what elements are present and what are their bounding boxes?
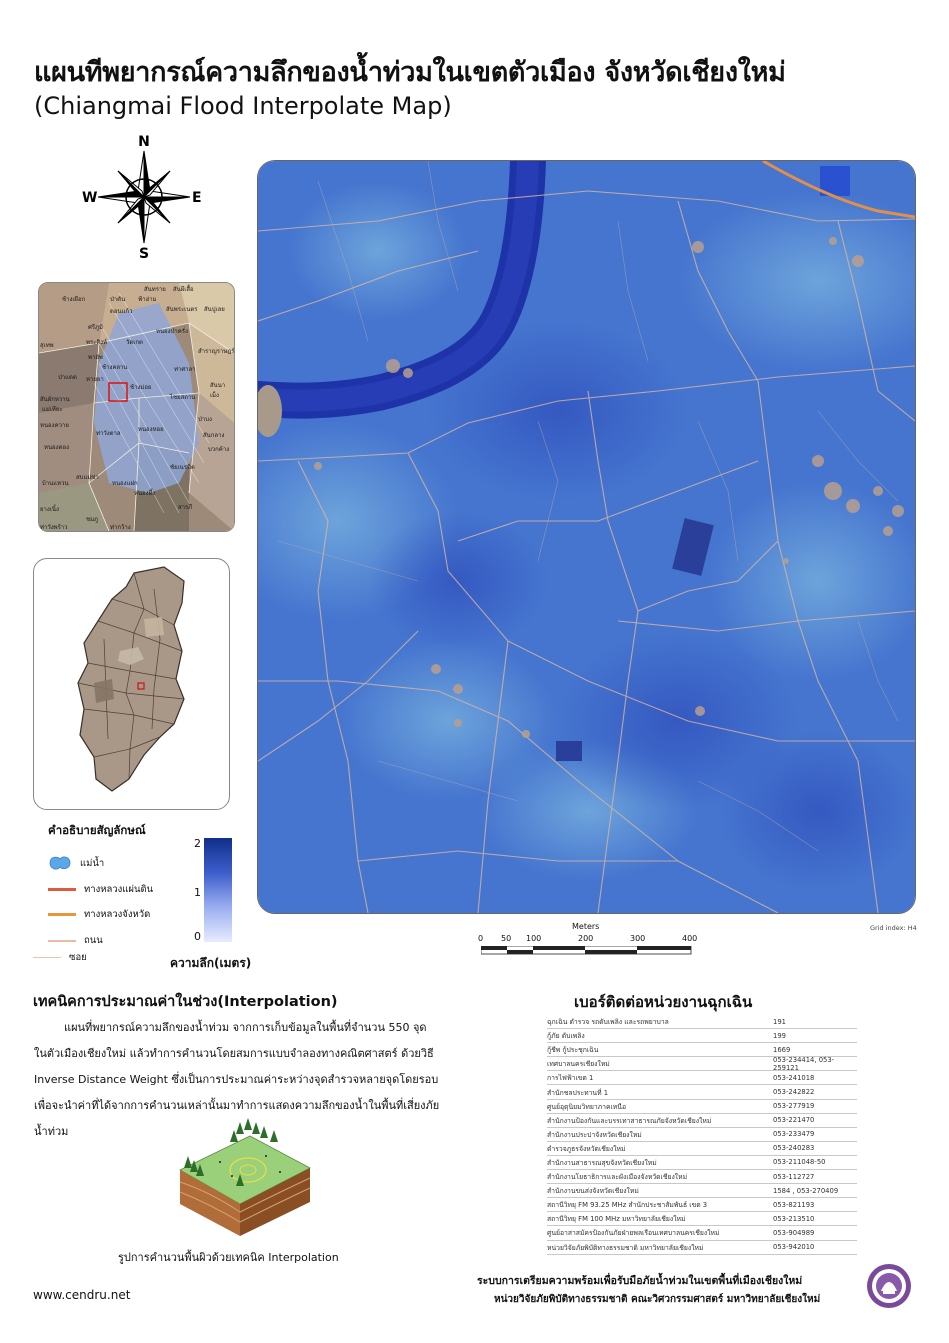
contact-name: ฉุกเฉิน ตำรวจ รถดับเพลิง และรถพยาบาล bbox=[547, 1018, 669, 1027]
legend-road-label: ถนน bbox=[84, 935, 103, 946]
contact-name: สำนักงานขนส่งจังหวัดเชียงใหม่ bbox=[547, 1187, 639, 1196]
depth-color-ramp bbox=[204, 838, 232, 942]
contact-phone[interactable]: 053-242822 bbox=[773, 1088, 815, 1097]
contact-row bbox=[547, 1114, 857, 1128]
district-label: หนองแฝก bbox=[112, 480, 138, 487]
contact-name: ตำรวจภูธรจังหวัดเชียงใหม่ bbox=[547, 1144, 626, 1153]
district-label: พระสิงห์ bbox=[86, 339, 107, 346]
district-label: หนองตอง bbox=[44, 444, 70, 451]
district-label: ป่าแดด bbox=[58, 374, 77, 381]
contact-row bbox=[547, 1170, 857, 1184]
district-label: ยางเนิ้ง bbox=[40, 506, 59, 513]
terrain-illustration bbox=[170, 1112, 320, 1242]
contact-phone[interactable]: 053-233479 bbox=[773, 1130, 815, 1139]
contact-name: กู้ชีพ กู้ประชุกเฉิน bbox=[547, 1046, 599, 1055]
district-label: ดอนแก้ว bbox=[110, 308, 133, 315]
contact-name: สำนักงานป้องกันและบรรเทาสาธารณภัยจังหวัดเชียงใหม่ bbox=[547, 1116, 712, 1125]
legend-item-alley bbox=[33, 950, 87, 965]
contact-row bbox=[547, 1071, 857, 1085]
depth-max-label: 2 bbox=[194, 837, 201, 850]
alley-line-swatch bbox=[33, 957, 61, 958]
contact-name: เทศบาลนครเชียงใหม่ bbox=[547, 1060, 610, 1069]
contact-phone[interactable]: 053-241018 bbox=[773, 1073, 815, 1082]
district-label: ท่าวังพร้าว bbox=[40, 524, 68, 531]
contact-phone[interactable]: 053-112727 bbox=[773, 1172, 815, 1181]
contact-row bbox=[547, 1057, 857, 1071]
legend-alley-label: ซอย bbox=[69, 952, 87, 963]
contact-phone[interactable]: 1584 , 053-270409 bbox=[773, 1186, 839, 1195]
district-label: สันปูเลย bbox=[204, 306, 225, 313]
contact-row bbox=[547, 1142, 857, 1156]
district-label: สันผีเสื้อ bbox=[173, 286, 194, 293]
district-label: วัดเกต bbox=[126, 339, 143, 346]
district-label: ท่าศาลา bbox=[174, 366, 196, 373]
legend-item-river bbox=[48, 854, 104, 872]
contact-row bbox=[547, 1184, 857, 1198]
compass-rose-icon bbox=[78, 132, 210, 260]
map-title-thai: แผนทีพยากรณ์ความลึกของน้ำท่วมในเขตตัวเมือง จังหวัดเชียงใหม่ bbox=[34, 57, 786, 88]
contact-phone[interactable]: 053-221470 bbox=[773, 1116, 815, 1125]
legend-title: คำอธิบายสัญลักษณ์ bbox=[48, 823, 146, 837]
contact-row bbox=[547, 1212, 857, 1226]
contact-phone[interactable]: 053-240283 bbox=[773, 1144, 815, 1153]
interpolation-line: เพื่อจะนำค่าที่ได้จากการคำนวนเหล่านั้นมาทำการแสดงความลึกของน้ำในพื้นที่เสี่ยงภัย bbox=[34, 1099, 440, 1112]
contact-phone[interactable]: 191 bbox=[773, 1017, 786, 1026]
contact-name: ศูนย์อุตุนิยมวิทยาภาคเหนือ bbox=[547, 1102, 627, 1111]
flood-depth-map[interactable] bbox=[257, 160, 916, 914]
district-label: สำราญราษฎร์ bbox=[198, 348, 235, 355]
footer-organization: หน่วยวิจัยภัยพิบัติทางธรรมชาติ คณะวิศวกรรมศาสตร์ มหาวิทยาลัยเชียงใหม่ bbox=[494, 1294, 821, 1305]
interpolation-line: แผนที่พยากรณ์ความลึกของน้ำท่วม จากการเก็บข้อมูลในพื้นที่จำนวน 550 จุด bbox=[64, 1021, 427, 1034]
contact-name: การไฟฟ้าเขต 1 bbox=[547, 1074, 594, 1083]
website-link[interactable]: www.cendru.net bbox=[33, 1288, 131, 1302]
contact-phone[interactable]: 053-211048-50 bbox=[773, 1158, 826, 1167]
contact-row bbox=[547, 1226, 857, 1240]
district-label: หนองหอย bbox=[138, 426, 164, 433]
legend-provincial-road-label: ทางหลวงจังหวัด bbox=[84, 909, 151, 920]
contact-phone[interactable]: 053-942010 bbox=[773, 1243, 815, 1252]
legend-highway-label: ทางหลวงแผ่นดิน bbox=[84, 884, 154, 895]
scale-tick-label: 0 bbox=[478, 934, 484, 943]
district-label: สันพระเนตร bbox=[166, 306, 198, 313]
legend-item-road bbox=[48, 933, 103, 948]
contact-name: กู้ภัย ดับเพลิง bbox=[547, 1032, 585, 1041]
contact-name: สำนักงานสาธารณสุขจังหวัดเชียงใหม่ bbox=[547, 1158, 657, 1167]
district-label: สันทราย bbox=[144, 286, 166, 293]
district-label: แม่เหียะ bbox=[42, 406, 63, 413]
district-label: ป่าตัน bbox=[110, 296, 126, 303]
district-label: ศรีภูมิ bbox=[88, 324, 103, 331]
district-label: หายยา bbox=[86, 376, 104, 383]
district-label: ชมภู bbox=[86, 516, 98, 523]
district-label: สารภี bbox=[178, 504, 193, 511]
interpolation-line: ในตัวเมืองเชียงใหม่ แล้วทำการคำนวนโดยสมการแบบจำลองทางคณิตศาสตร์ ด้วยวิธี bbox=[34, 1047, 434, 1060]
district-label: หนองควาย bbox=[40, 422, 69, 429]
scale-tick-label: 100 bbox=[526, 934, 542, 943]
legend-item-highway bbox=[48, 882, 153, 897]
legend-item-provincial-road bbox=[48, 907, 150, 922]
contact-row bbox=[547, 1100, 857, 1114]
map-title-english: (Chiangmai Flood Interpolate Map) bbox=[34, 92, 452, 120]
river-swatch-icon bbox=[48, 854, 72, 872]
district-label: สันกลาง bbox=[203, 432, 225, 439]
compass-east-label: E bbox=[192, 190, 202, 206]
interpolation-line: น้ำท่วม bbox=[34, 1125, 69, 1138]
district-label: หนองผึ้ง bbox=[134, 490, 156, 497]
scale-tick-label: 400 bbox=[682, 934, 698, 943]
scale-unit-label: Meters bbox=[572, 922, 600, 931]
province-inset-map bbox=[33, 558, 230, 810]
contact-name: ศูนย์อาสาสมัครป้องกันภัยฝ่ายพลเรือนเทศบาลนครเชียงใหม่ bbox=[547, 1229, 720, 1238]
depth-min-label: 0 bbox=[194, 930, 201, 943]
district-label: ไชยสถาน bbox=[170, 394, 196, 401]
district-label: ป่าบง bbox=[198, 416, 212, 423]
contact-phone[interactable]: 053-234414, 053-259121 bbox=[773, 1055, 835, 1072]
contact-row bbox=[547, 1015, 857, 1029]
contact-row bbox=[547, 1198, 857, 1212]
contact-phone[interactable]: 199 bbox=[773, 1031, 786, 1040]
scale-tick-label: 200 bbox=[578, 934, 594, 943]
contact-name: สำนักงานประปาจังหวัดเชียงใหม่ bbox=[547, 1130, 642, 1139]
contact-row bbox=[547, 1085, 857, 1099]
district-label: ช้างเผือก bbox=[62, 296, 86, 303]
depth-unit-label: ความลึก(เมตร) bbox=[170, 956, 252, 970]
provincial-road-line-swatch bbox=[48, 913, 76, 916]
interpolation-title: เทคนิคการประมาณค่าในช่วง(Interpolation) bbox=[33, 994, 338, 1010]
district-label: สบแม่ข่า bbox=[76, 474, 99, 481]
contact-phone[interactable]: 053-277919 bbox=[773, 1102, 815, 1111]
district-label: หนองป่าครั่ง bbox=[156, 328, 188, 335]
district-inset-map bbox=[38, 282, 235, 532]
contact-phone[interactable]: 053-213510 bbox=[773, 1214, 815, 1223]
contact-row bbox=[547, 1156, 857, 1170]
scale-tick-label: 300 bbox=[630, 934, 646, 943]
grid-index-label: Grid index: H4 bbox=[870, 924, 917, 932]
district-label: ช้างคลาน bbox=[102, 364, 128, 371]
district-label: พายัพ bbox=[88, 354, 103, 361]
contact-name: หน่วยวิจัยภัยพิบัติทางธรรมชาติ มหาวิทยาลัยเชียงใหม่ bbox=[547, 1243, 704, 1252]
district-label: สันผักหวาน bbox=[40, 396, 70, 403]
district-label: บวกค้าง bbox=[208, 446, 230, 453]
district-label: สันนาเม็ง bbox=[210, 382, 226, 399]
university-logo-icon bbox=[866, 1263, 912, 1309]
contact-phone[interactable]: 053-904989 bbox=[773, 1228, 815, 1237]
contact-name: สถานีวิทยุ FM 100 MHz มหาวิทยาลัยเชียงใหม่ bbox=[547, 1215, 686, 1224]
district-label: สุเทพ bbox=[40, 342, 54, 349]
highway-line-swatch bbox=[48, 888, 76, 891]
road-line-swatch bbox=[48, 940, 76, 942]
contact-row bbox=[547, 1128, 857, 1142]
illustration-caption: รูปการคำนวนพื้นผิวด้วยเทคนิค Interpolation bbox=[118, 1251, 339, 1264]
contact-phone[interactable]: 053-821193 bbox=[773, 1200, 815, 1209]
district-label: ท่าวังตาล bbox=[96, 430, 121, 437]
contact-name: สำนักงานโยธาธิการและผังเมืองจังหวัดเชียงใหม่ bbox=[547, 1173, 688, 1182]
district-label: ฟ้าฮ่าม bbox=[138, 296, 157, 303]
contacts-title: เบอร์ติดต่อหน่วยงานฉุกเฉิน bbox=[574, 993, 753, 1011]
contact-row bbox=[547, 1241, 857, 1255]
compass-west-label: W bbox=[82, 190, 98, 206]
district-label: ชัยเนรมิต bbox=[170, 464, 195, 471]
contact-row bbox=[547, 1029, 857, 1043]
compass-north-label: N bbox=[138, 134, 150, 150]
district-label: บ้านแหวน bbox=[42, 480, 69, 487]
legend-river-label: แม่น้ำ bbox=[80, 857, 105, 869]
contacts-table bbox=[547, 1015, 857, 1255]
contact-name: สำนักชลประทานที่ 1 bbox=[547, 1088, 609, 1097]
footer-system-name: ระบบการเตรียมความพร้อมเพื่อรับมือภัยน้ำท่วมในเขตพื้นที่เมืองเชียงใหม่ bbox=[477, 1275, 803, 1287]
district-label: ท่ากว้าง bbox=[110, 524, 131, 531]
scale-tick-label: 50 bbox=[501, 934, 512, 943]
district-label: ช้างม่อย bbox=[130, 384, 152, 391]
contact-name: สถานีวิทยุ FM 93.25 MHz สำนักประชาสัมพันธ์ เขต 3 bbox=[547, 1201, 708, 1210]
depth-mid-label: 1 bbox=[194, 886, 201, 899]
compass-south-label: S bbox=[138, 246, 150, 260]
interpolation-line: Inverse Distance Weight ซึ่งเป็นการประมาณค่าระหว่างจุดสำรวจหลายจุดโดยรอบ bbox=[34, 1073, 439, 1086]
contact-phone[interactable]: 1669 bbox=[773, 1045, 791, 1054]
scale-bar bbox=[476, 922, 696, 962]
